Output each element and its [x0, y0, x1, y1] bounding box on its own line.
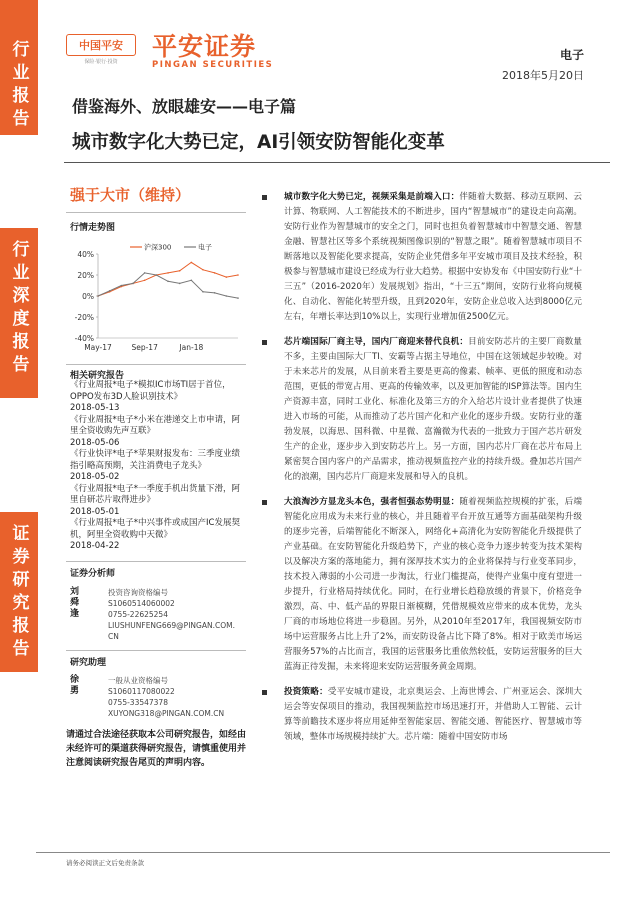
data-point	[214, 272, 216, 274]
data-point	[167, 281, 169, 283]
sidebar-tag-report: 行业报告	[0, 0, 38, 135]
title-divider	[64, 162, 610, 163]
group-logo: 中国平安 保险·银行·投资	[66, 34, 136, 66]
data-point	[179, 270, 181, 272]
data-point	[144, 272, 146, 274]
y-tick-label: -40%	[74, 334, 94, 343]
related-report-title: 《行业周报*电子*一季度手机出货量下滑，阿里自研芯片取得进步》	[70, 483, 241, 505]
paragraph-text: 目前安防芯片的主要厂商数量不多，主要由国际大厂TI、安霸等占据主导地位，中国在这领域起步较晚。对于未来芯片的发展，从目前来看主要是更高的像素、帧率、更低的照度和动态范围，更低的带宽占用、更高的传输效率，以及更加智能的ISP算法等。国内生产资源丰富，同时工业化、标准化及第三方的介入给芯片设计业者提供了快速进入市场的可能，从而推动了芯片国产化和产业化的逐步升级。安防行业的蓬勃发展，以海思、国科微、中星微、富瀚微为代表的一批致力于国产芯片研发生产的企业，逐步步入到安防芯片上。另一方面，国内芯片厂商在芯片布局上紧密契合国内客户的产品需求，推动视频监控产业的持续升级。叠加芯片国产化的浪潮，国内芯片厂商迎来发展和导入的良机。	[284, 337, 582, 482]
body-paragraph	[262, 335, 582, 485]
data-point	[191, 262, 193, 264]
related-report-date: 2018-05-13	[70, 403, 120, 413]
related-label: 相关研究报告	[70, 371, 125, 381]
analyst-info: 投资咨询资格编号 S1060514060002 0755-22625254 LIUSHUNFENG669@PINGAN.COM. CN	[108, 588, 235, 641]
footer-note: 请务必阅读正文后免责条款	[66, 859, 144, 867]
x-tick-label: Sep-17	[131, 343, 158, 352]
data-point	[132, 283, 134, 285]
bullet-icon	[262, 690, 267, 695]
body-paragraph	[262, 190, 582, 325]
rating: 强于大市（维持）	[70, 186, 191, 204]
data-point	[237, 297, 239, 299]
data-point	[109, 290, 111, 292]
assistant-name: 徐勇	[70, 675, 80, 696]
legend-label: 沪深300	[144, 243, 172, 252]
data-point	[237, 274, 239, 276]
data-point	[214, 292, 216, 294]
y-tick-label: -20%	[74, 313, 94, 322]
related-reports	[70, 380, 246, 553]
data-point	[156, 274, 158, 276]
paragraph-lead: 芯片端国际厂商主导，国内厂商迎来替代良机：	[284, 337, 469, 347]
data-point	[202, 269, 204, 271]
legend-label: 电子	[198, 243, 212, 252]
paragraph-text: 受平安城市建设，北京奥运会、上海世博会、广州亚运会、深圳大运会等安保项目的推动，我国视频监控市场迅速打开，并借助人工智能、云计算等前瞻技术逐步将应用延伸至智能家居、智能交通、智能医疗、智慧城市等领域，整体市场规模持续扩大。芯片端：随着中国安防市场	[284, 687, 582, 742]
body-paragraph	[262, 495, 582, 675]
data-point	[167, 272, 169, 274]
body-paragraph	[262, 685, 582, 745]
report-body	[262, 190, 582, 755]
market-chart	[66, 240, 246, 358]
paragraph-text: 随着视频监控规模的扩张，后端智能化应用成为未来行业的核心，并且随着平台开放互通等方面基础架构升级的逐步完善，后端智能化不断深入，网络化+高清化为安防智能化升级提供了产业基础。在安防智能化升级趋势下，产业的核心竞争力逐步转变为技术架构以及解决方案的落地能力，拥有深厚技术实力的企业将保持与行业变革同步，技术投入薄弱的小公司进一步淘汰，行业门槛提高，使得产业集中度有望进一步提升，行业格局持续优化。同时，在行业增长趋稳放缓的背景下，价格竞争激烈，高、中、低产品的界限日渐模糊，凭借规模效应带来的成本优势，龙头厂商的市场地位将进一步稳固。另外，从2010年至2017年，我国视频安防市场中运营服务占比上升了2%，而安防设备占比下降了8%。相对于欧美市场运营服务57%的占比而言，我国的运营服务比重依然较低，安防运营服务的巨大蓝海正待发掘，未来将迎来安防运营服务黄金周期。	[284, 497, 582, 672]
paragraph-text: 伴随着大数据、移动互联网、云计算、物联网、人工智能技术的不断进步，国内“智慧城市”的建设走向高潮。安防行业作为智慧城市的安全之门，同时也担负着智慧城市中智慧交通、智慧金融、智慧社区等多个系统视频图像识别的“智慧之眼”。随着智慧城市项目不断落地以及智能化要求提高，安防企业凭借多年平安城市项目及技术经验，积极参与智慧城市建设已经成为行业大趋势。根据中安协发布《中国安防行业“十三五”（2016-2020年）发展规划》指出，“十三五”期间，安防行业将向规模化、自动化、智能化转型升级，且到2020年，安防企业总收入达到8000亿元左右，年增长率达到10%以上，实现行业增加值2500亿元。	[284, 192, 582, 322]
divider	[66, 650, 246, 651]
sidebar	[0, 0, 38, 905]
divider	[66, 364, 246, 365]
series-line	[98, 273, 238, 298]
related-report-title: 《行业周报*电子*中兴事件或成国产IC发展契机，阿里全资收购中天微》	[70, 518, 240, 540]
related-report-title: 《行业周报*电子*小米在港递交上市申请，阿里全资收购先声互联》	[70, 414, 241, 436]
divider	[66, 561, 246, 562]
brand-logo: 平安证券 PINGAN SECURITIES	[152, 32, 274, 70]
y-tick-label: 20%	[77, 271, 94, 280]
paragraph-lead: 城市数字化大势已定，视频采集是前端入口：	[284, 192, 460, 202]
y-tick-label: 0%	[82, 292, 94, 301]
footer-divider	[36, 852, 610, 853]
sidebar-tag-research: 证券研究报告	[0, 512, 38, 672]
related-report-title: 《行业快评*电子*苹果财报发布：三季度业绩指引略高预期，关注消费电子龙头》	[70, 449, 241, 471]
sector-label: 电子	[559, 48, 584, 62]
paragraph-lead: 投资策略：	[284, 687, 328, 697]
data-point	[191, 279, 193, 281]
bullet-icon	[262, 500, 267, 505]
series-line	[98, 262, 238, 296]
analyst-label: 证券分析师	[70, 569, 116, 579]
assistant-info: 一般从业资格编号 S1060117080022 0755-33547378 XUYONG318@PINGAN.COM.CN	[108, 676, 225, 718]
related-report-date: 2018-05-06	[70, 437, 120, 448]
bullet-icon	[262, 340, 267, 345]
x-tick-label: Jan-18	[179, 343, 204, 352]
bullet-icon	[262, 195, 267, 200]
sidebar-tag-depth: 行业深度报告	[0, 228, 38, 398]
related-report-date: 2018-04-22	[70, 541, 120, 551]
report-date: 2018年5月20日	[502, 69, 584, 82]
assistant-label: 研究助理	[70, 658, 107, 668]
paragraph-lead: 大浪淘沙方显龙头本色，强者恒强态势明显：	[284, 497, 460, 507]
analyst-name: 刘舜逢	[70, 587, 80, 619]
report-title: 城市数字化大势已定，AI引领安防智能化变革	[72, 132, 445, 153]
data-point	[179, 283, 181, 285]
y-tick-label: 40%	[77, 250, 94, 259]
data-point	[121, 285, 123, 287]
related-report-date: 2018-05-01	[70, 506, 120, 517]
market-label: 行情走势图	[70, 223, 116, 233]
data-point	[202, 291, 204, 293]
data-point	[226, 276, 228, 278]
data-point	[144, 279, 146, 281]
x-tick-label: May-17	[84, 343, 112, 352]
data-point	[97, 295, 99, 297]
data-point	[226, 295, 228, 297]
divider	[66, 212, 246, 213]
related-report-date: 2018-05-02	[70, 472, 120, 482]
related-report-title: 《行业周报*电子*模拟IC市场TI居于首位，OPPO发布3D人脸识别技术》	[70, 380, 231, 402]
disclaimer: 请通过合法途径获取本公司研究报告，如经由未经许可的渠道获得研究报告，请慎重使用并注意阅读研究报告尾页的声明内容。	[66, 730, 247, 768]
report-subtitle: 借鉴海外、放眼雄安——电子篇	[72, 97, 297, 116]
